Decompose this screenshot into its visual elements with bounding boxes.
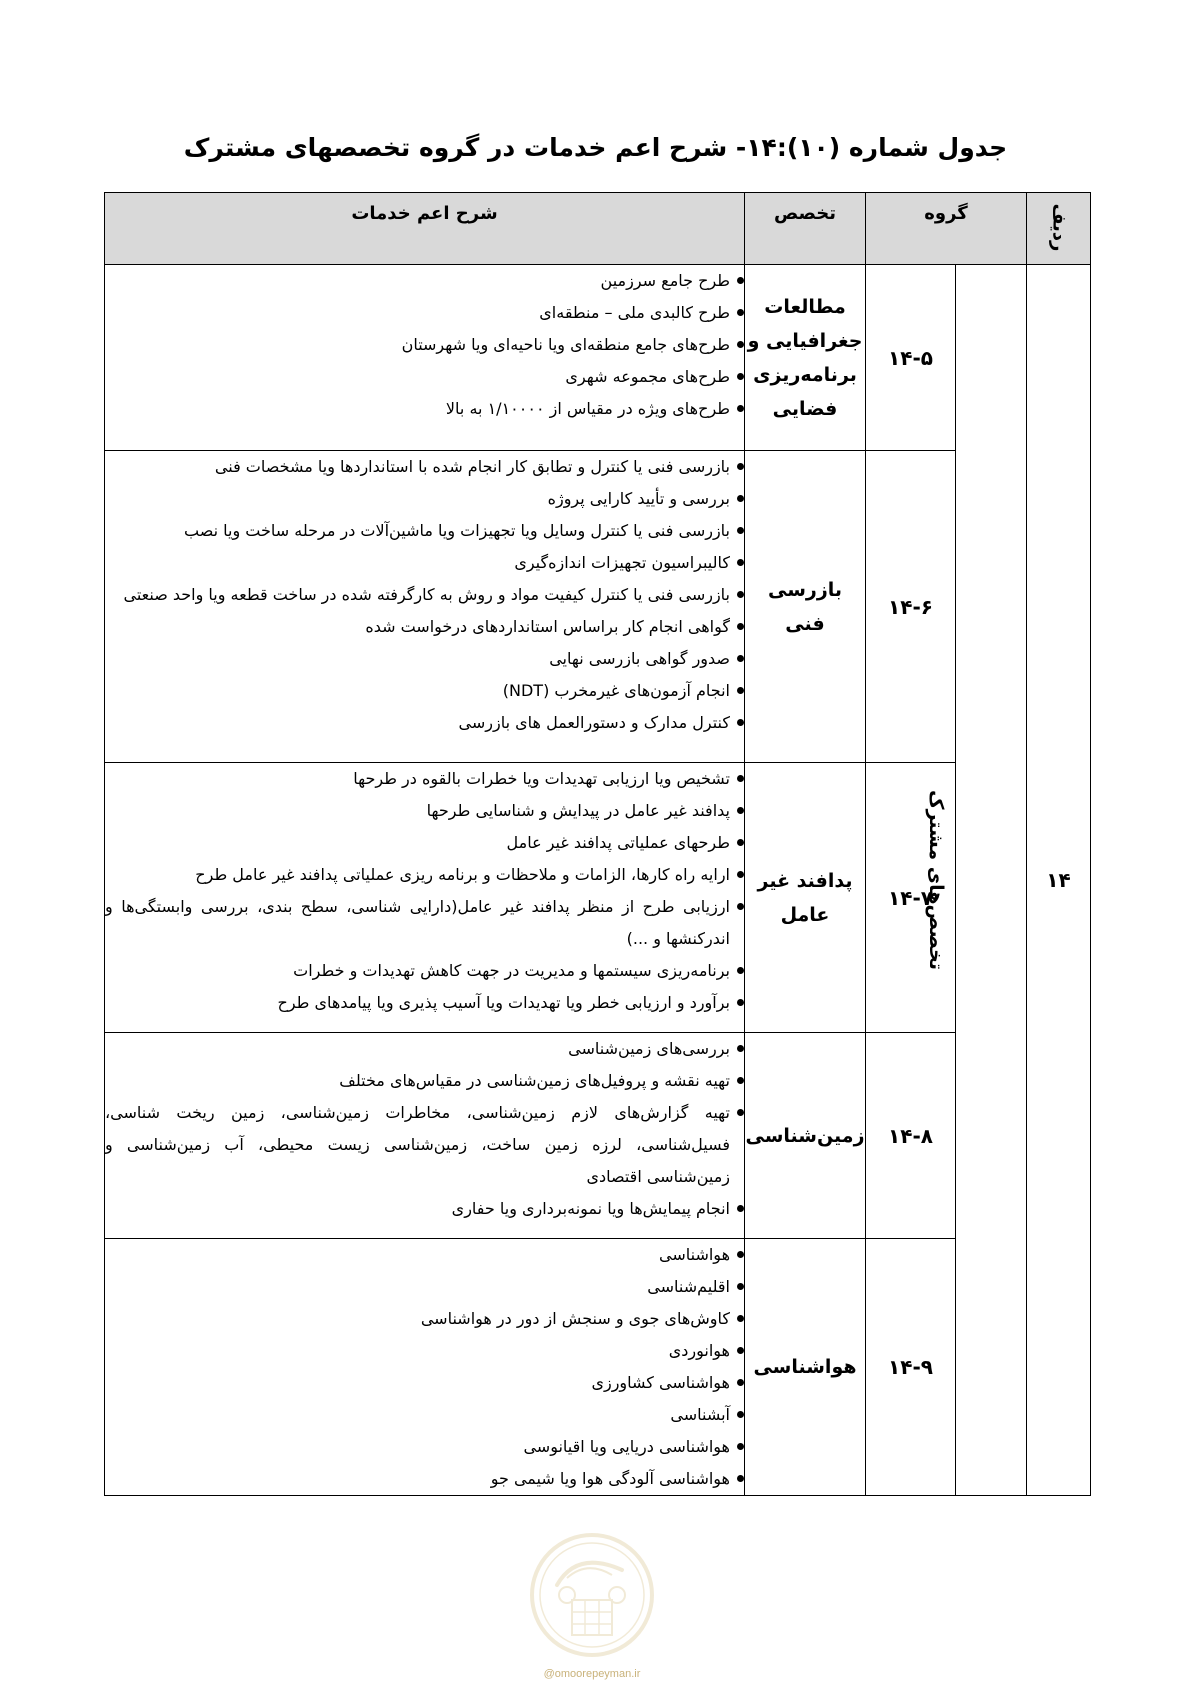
list-item: طرح‌های مجموعه شهری — [105, 361, 744, 393]
header-radif-label: ردیف — [1048, 203, 1070, 252]
table-row — [105, 265, 1091, 451]
list-item: انجام پیمایش‌ها ویا نمونه‌برداری ویا حفاری — [105, 1193, 744, 1225]
table-row — [105, 1239, 1091, 1496]
list-item: انجام آزمون‌های غیرمخرب (NDT) — [105, 675, 744, 707]
list-item: بررسی و تأیید کارایی پروژه — [105, 483, 744, 515]
list-item: گواهی انجام کار براساس استانداردهای درخواست شده — [105, 611, 744, 643]
header-group: گروه — [866, 193, 1027, 265]
specialty-cell: بازرسی فنی — [745, 451, 866, 763]
service-list — [105, 1239, 744, 1495]
header-description: شرح اعم خدمات — [105, 193, 745, 265]
list-item: بازرسی فنی یا کنترل وسایل ویا تجهیزات ویا ماشین‌آلات در مرحله ساخت ویا نصب — [105, 515, 744, 547]
list-item: هواشناسی — [105, 1239, 744, 1271]
list-item: طرح جامع سرزمین — [105, 265, 744, 297]
list-item: بازرسی فنی یا کنترل کیفیت مواد و روش به کارگرفته شده در ساخت قطعه ویا واحد صنعتی — [105, 579, 744, 611]
specialty-cell: پدافند غیر عامل — [745, 763, 866, 1033]
code-cell: ۱۴-۵ — [866, 265, 956, 451]
list-item: اقلیم‌شناسی — [105, 1271, 744, 1303]
code-cell: ۱۴-۸ — [866, 1033, 956, 1239]
list-item: تشخیص ویا ارزیابی تهدیدات ویا خطرات بالقوه در طرحها — [105, 763, 744, 795]
list-item: ارایه راه کارها، الزامات و ملاحظات و برنامه ریزی عملیاتی پدافند غیر عامل طرح — [105, 859, 744, 891]
list-item: بررسی‌های زمین‌شناسی — [105, 1033, 744, 1065]
list-item: تهیه نقشه و پروفیل‌های زمین‌شناسی در مقیاس‌های مختلف — [105, 1065, 744, 1097]
service-list — [105, 451, 744, 739]
group-cell — [925, 265, 1027, 1496]
description-cell — [105, 1239, 745, 1496]
specialty-cell: مطالعات جغرافیایی و برنامه‌ریزی فضایی — [745, 265, 866, 451]
watermark-caption: @omoorepeyman.ir — [543, 1668, 641, 1680]
description-cell — [105, 451, 745, 763]
list-item: طرح‌های جامع منطقه‌ای ویا ناحیه‌ای ویا شهرستان — [105, 329, 744, 361]
list-item: ارزیابی طرح از منظر پدافند غیر عامل(دارایی شناسی، سطح بندی، بررسی وابستگی‌ها و اندرکنشها و ...) — [105, 891, 744, 955]
table-row — [105, 1033, 1091, 1239]
specialty-cell: هواشناسی — [745, 1239, 866, 1496]
header-radif — [1027, 193, 1091, 265]
page-title: جدول شماره (۱۰):۱۴- شرح اعم خدمات در گروه تخصصهای مشترک — [183, 133, 1008, 162]
list-item: هواشناسی کشاورزی — [105, 1367, 744, 1399]
watermark-logo — [527, 1530, 657, 1660]
list-item: برنامه‌ریزی سیستمها و مدیریت در جهت کاهش تهدیدات و خطرات — [105, 955, 744, 987]
description-cell — [105, 265, 745, 451]
list-item: تهیه گزارش‌های لازم زمین‌شناسی، مخاطرات زمین‌شناسی، زمین ریخت شناسی، فسیل‌شناسی، لرزه زمین ساخت، زمین‌شناسی زیست محیطی، آب زمین‌شناسی و زمین‌شناسی اقتصادی — [105, 1097, 744, 1193]
code-cell: ۱۴-۹ — [866, 1239, 956, 1496]
description-cell — [105, 1033, 745, 1239]
list-item: پدافند غیر عامل در پیدایش و شناسایی طرحها — [105, 795, 744, 827]
list-item: طرحهای عملیاتی پدافند غیر عامل — [105, 827, 744, 859]
list-item: برآورد و ارزیابی خطر ویا تهدیدات ویا آسیب پذیری ویا پیامدهای طرح — [105, 987, 744, 1019]
list-item: کنترل مدارک و دستورالعمل های بازرسی — [105, 707, 744, 739]
table-body — [105, 265, 1091, 1496]
list-item: هواشناسی آلودگی هوا ویا شیمی جو — [105, 1463, 744, 1495]
service-list — [105, 1033, 744, 1225]
header-specialty: تخصص — [745, 193, 866, 265]
table-row — [105, 451, 1091, 763]
list-item: کالیبراسیون تجهیزات اندازه‌گیری — [105, 547, 744, 579]
code-cell: ۱۴-۷ — [866, 763, 956, 1033]
list-item: هوانوردی — [105, 1335, 744, 1367]
list-item: آبشناسی — [105, 1399, 744, 1431]
list-item: طرح کالبدی ملی – منطقه‌ای — [105, 297, 744, 329]
code-cell: ۱۴-۶ — [866, 451, 956, 763]
list-item: صدور گواهی بازرسی نهایی — [105, 643, 744, 675]
list-item: کاوش‌های جوی و سنجش از دور در هواشناسی — [105, 1303, 744, 1335]
radif-cell: ۱۴ — [1027, 265, 1091, 1496]
service-list — [105, 265, 744, 425]
group-name: تخصص‌های مشترک — [925, 790, 948, 970]
specialty-cell: زمین‌شناسی — [745, 1033, 866, 1239]
services-table — [104, 192, 1091, 1496]
list-item: طرح‌های ویژه در مقیاس از ۱/۱۰۰۰۰ به بالا — [105, 393, 744, 425]
table-header-row — [105, 193, 1091, 265]
service-list — [105, 763, 744, 1019]
list-item: بازرسی فنی یا کنترل و تطابق کار انجام شده با استانداردها ویا مشخصات فنی — [105, 451, 744, 483]
description-cell — [105, 763, 745, 1033]
list-item: هواشناسی دریایی ویا اقیانوسی — [105, 1431, 744, 1463]
